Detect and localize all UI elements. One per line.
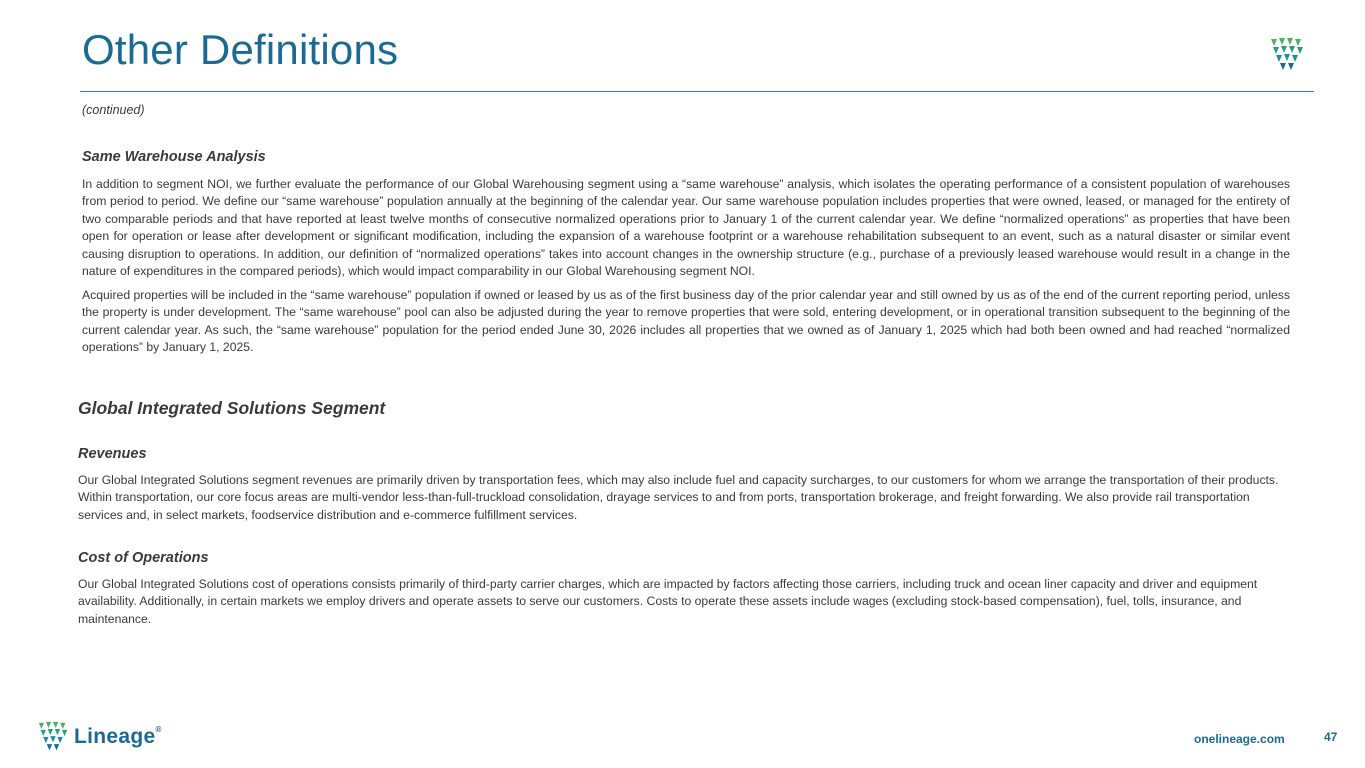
lineage-footer-icon — [36, 721, 70, 753]
trademark-symbol: ® — [155, 725, 162, 734]
continued-note: (continued) — [82, 103, 145, 117]
cost-of-operations-paragraph: Our Global Integrated Solutions cost of operations consists primarily of third-party carrier charges, which are impacted by factors affecting those carriers, including truck and ocean liner capacity and driver and equipment availability. Additionally, in certain markets we employ drivers and operate assets to serve our customers. Costs to operate these assets include wages (excluding stock-based compensation), fuel, tolls, insurance, and maintenance. — [78, 577, 1258, 626]
website-link[interactable]: onelineage.com — [1194, 732, 1285, 746]
lineage-logo-icon — [1270, 37, 1304, 73]
cost-of-operations-heading: Cost of Operations — [78, 550, 209, 566]
same-warehouse-paragraph-1: In addition to segment NOI, we further evaluate the performance of our Global Warehousing segment using a “same warehouse” analysis, which isolates the operating performance of a consistent population of warehouses from period to period. We define our “same warehouse” population annually at the beginning of the calendar year. Our same warehouse population includes properties that were owned, leased, or managed for the entirety of two comparable periods and that have reported at least twelve months of consecutive normalized operations prior to January 1 of the current calendar year. We define “normalized operations” as properties that have been open for operation or lease after development or significant modification, including the expansion of a warehouse footprint or a warehouse rehabilitation subsequent to an event, such as a natural disaster or similar event causing disruption to operations. In addition, our definition of “normalized operations” takes into account changes in the ownership structure (e.g., purchase of a previously leased warehouse would result in a change in the nature of expenditures in the compared periods), which would impact comparability in our Global Warehousing segment NOI. — [82, 177, 1290, 279]
brand-wordmark — [74, 725, 162, 749]
revenues-paragraph: Our Global Integrated Solutions segment revenues are primarily driven by transportation fees, which may also include fuel and capacity surcharges, to our customers for whom we arrange the transportation of their products. Within transportation, our core focus areas are multi-vendor less-than-full-truckload consolidation, drayage services to and from ports, transportation brokerage, and freight forwarding. We also provide rail transportation services and, in select markets, foodservice distribution and e-commerce fulfillment services. — [78, 473, 1279, 522]
page-title: Other Definitions — [82, 26, 399, 73]
brand-name: Lineage — [74, 725, 156, 748]
page-number: 47 — [1324, 730, 1338, 744]
same-warehouse-paragraph-2: Acquired properties will be included in the “same warehouse” population if owned or leased by us as of the first business day of the prior calendar year and still owned by us as of the end of the current reporting period, unless the property is under development. The “same warehouse” pool can also be adjusted during the year to remove properties that were sold, entering development, or in operational transition subsequent to the beginning of the current calendar year. As such, the “same warehouse” population for the period ended June 30, 2026 includes all properties that we owned as of January 1, 2025 which had both been owned and had reached “normalized operations” by January 1, 2025. — [82, 288, 1290, 355]
footer-logo — [36, 720, 162, 754]
same-warehouse-heading: Same Warehouse Analysis — [82, 149, 266, 165]
gis-segment-heading: Global Integrated Solutions Segment — [78, 398, 386, 418]
title-divider — [80, 91, 1314, 92]
revenues-heading: Revenues — [78, 446, 147, 462]
